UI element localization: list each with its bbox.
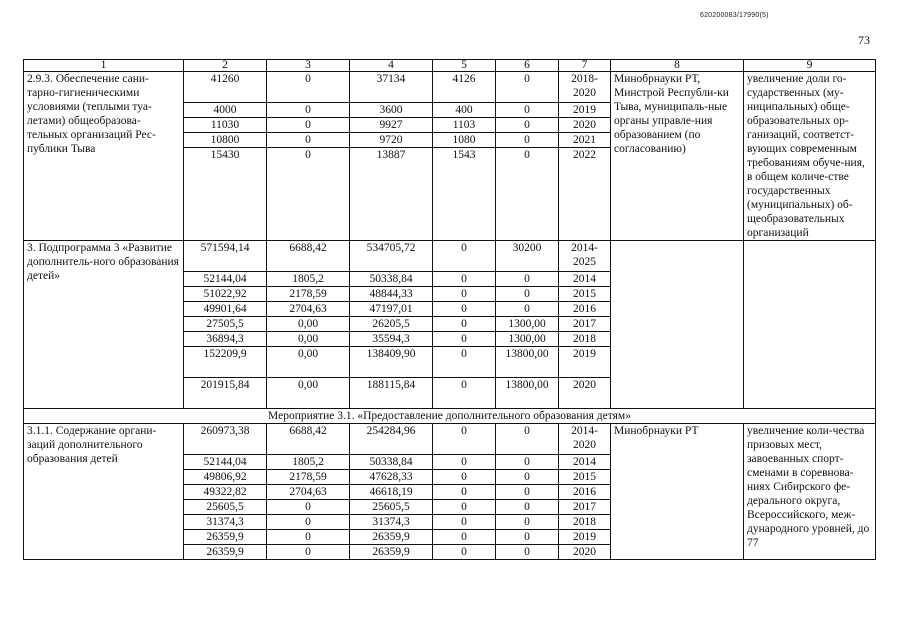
table-cell: 2014 [559, 455, 611, 470]
table-cell: 4126 [433, 72, 496, 103]
table-cell: 49806,92 [184, 470, 267, 485]
table-cell: 13887 [350, 148, 433, 241]
table-cell: 25605,5 [184, 500, 267, 515]
table-cell: 35594,3 [350, 332, 433, 347]
table-cell: 0 [433, 272, 496, 287]
table-cell: 1080 [433, 133, 496, 148]
table-cell: 15430 [184, 148, 267, 241]
table-cell: 2020 [559, 378, 611, 409]
table-cell: 2021 [559, 133, 611, 148]
table-cell: 52144,04 [184, 455, 267, 470]
table-cell: 47628,33 [350, 470, 433, 485]
table-cell: 0 [496, 545, 559, 560]
table-cell: 0 [496, 424, 559, 455]
table-cell: 2019 [559, 103, 611, 118]
executor-cell: Минобрнауки РТ [611, 424, 744, 560]
table-cell: 2015 [559, 470, 611, 485]
executor-cell [611, 241, 744, 409]
table-cell: 10800 [184, 133, 267, 148]
table-cell: 0 [267, 530, 350, 545]
table-cell: 13800,00 [496, 378, 559, 409]
table-cell: 37134 [350, 72, 433, 103]
table-cell: 0 [496, 470, 559, 485]
table-row [24, 424, 876, 455]
table-cell: 2019 [559, 530, 611, 545]
table-cell: 0 [496, 485, 559, 500]
table-cell: 2178,59 [267, 470, 350, 485]
table-cell: 26359,9 [350, 530, 433, 545]
table-cell: 13800,00 [496, 347, 559, 378]
table-cell: 188115,84 [350, 378, 433, 409]
table-cell: 6688,42 [267, 241, 350, 272]
table-row [24, 72, 876, 103]
header-row [24, 60, 876, 72]
table-cell: 2014 [559, 272, 611, 287]
table-row [24, 241, 876, 272]
table-cell: 0 [433, 332, 496, 347]
table-cell: 31374,3 [350, 515, 433, 530]
item-name: 3.1.1. Содержание органи-заций дополнительного образования детей [24, 424, 184, 560]
table-cell: 0 [433, 515, 496, 530]
table-cell: 0 [496, 455, 559, 470]
table-cell: 2016 [559, 485, 611, 500]
column-header: 1 [24, 60, 184, 72]
table-cell: 0 [433, 500, 496, 515]
table-cell: 0 [496, 103, 559, 118]
table-cell: 2178,59 [267, 287, 350, 302]
table-cell: 2018 [559, 332, 611, 347]
table-cell: 0 [496, 272, 559, 287]
table-cell: 2017 [559, 317, 611, 332]
item-name: 2.9.3. Обеспечение сани-тарно-гигиеническими условиями (теплыми туа-летами) общеобразова-тельных организаций Рес-публики Тыва [24, 72, 184, 241]
table-cell: 50338,84 [350, 455, 433, 470]
table-cell: 0 [267, 545, 350, 560]
column-header: 8 [611, 60, 744, 72]
item-name: 3. Подпрограмма 3 «Развитие дополнитель-ного образования детей» [24, 241, 184, 409]
table-cell: 49901,64 [184, 302, 267, 317]
table-cell: 400 [433, 103, 496, 118]
table-cell: 1300,00 [496, 332, 559, 347]
table-cell: 27505,5 [184, 317, 267, 332]
table-cell: 0 [433, 241, 496, 272]
column-header: 4 [350, 60, 433, 72]
table-cell: 2020 [559, 118, 611, 133]
table-cell: 0,00 [267, 332, 350, 347]
table-cell: 25605,5 [350, 500, 433, 515]
result-cell: увеличение коли-чества призовых мест, завоеванных спорт-сменами в соревнова-ниях Сибирского фе-дерального округа, Всероссийского, меж-дународного уровней, до 77 [744, 424, 876, 560]
table-cell: 0 [496, 515, 559, 530]
table-cell: 6688,42 [267, 424, 350, 455]
executor-cell: Минобрнауки РТ, Минстрой Республи-ки Тыва, муниципаль-ные органы управле-ния образованием (по согласованию) [611, 72, 744, 241]
table-cell: 26359,9 [184, 530, 267, 545]
table-cell: 11030 [184, 118, 267, 133]
table-cell: 138409,90 [350, 347, 433, 378]
table-cell: 0 [496, 530, 559, 545]
table-cell: 2018-2020 [559, 72, 611, 103]
table-cell: 1805,2 [267, 272, 350, 287]
table-cell: 0 [433, 424, 496, 455]
table-cell: 0 [267, 133, 350, 148]
table-cell: 36894,3 [184, 332, 267, 347]
table-cell: 2022 [559, 148, 611, 241]
table-cell: 0 [496, 287, 559, 302]
table-cell: 0 [496, 72, 559, 103]
table-cell: 31374,3 [184, 515, 267, 530]
table-cell: 0 [267, 118, 350, 133]
table-cell: 0 [496, 133, 559, 148]
table-cell: 0 [433, 347, 496, 378]
table-cell: 2016 [559, 302, 611, 317]
table-cell: 201915,84 [184, 378, 267, 409]
table-cell: 1103 [433, 118, 496, 133]
document-id: 620200083/17990(5) [700, 12, 769, 19]
table-cell: 51022,92 [184, 287, 267, 302]
table-cell: 0 [433, 317, 496, 332]
table-cell: 260973,38 [184, 424, 267, 455]
table-cell: 1543 [433, 148, 496, 241]
table-cell: 1300,00 [496, 317, 559, 332]
page-number: 73 [858, 33, 870, 47]
table-cell: 52144,04 [184, 272, 267, 287]
table-cell: 571594,14 [184, 241, 267, 272]
table-cell: 50338,84 [350, 272, 433, 287]
table-cell: 2018 [559, 515, 611, 530]
table-cell: 0 [267, 500, 350, 515]
table-cell: 2704,63 [267, 302, 350, 317]
table-cell: 26205,5 [350, 317, 433, 332]
table-cell: 0 [433, 485, 496, 500]
table-cell: 9927 [350, 118, 433, 133]
column-header: 5 [433, 60, 496, 72]
table-cell: 2014-2025 [559, 241, 611, 272]
column-header: 2 [184, 60, 267, 72]
column-header: 6 [496, 60, 559, 72]
table-cell: 1805,2 [267, 455, 350, 470]
table-cell: 0 [496, 500, 559, 515]
table-cell: 254284,96 [350, 424, 433, 455]
table-cell: 0,00 [267, 378, 350, 409]
table-cell: 46618,19 [350, 485, 433, 500]
table-cell: 0 [433, 455, 496, 470]
table-cell: 0,00 [267, 347, 350, 378]
table-cell: 26359,9 [350, 545, 433, 560]
table-cell: 48844,33 [350, 287, 433, 302]
event-row [24, 409, 876, 424]
table-cell: 0,00 [267, 317, 350, 332]
table-cell: 0 [433, 470, 496, 485]
column-header: 3 [267, 60, 350, 72]
result-cell [744, 241, 876, 409]
table-cell: 47197,01 [350, 302, 433, 317]
table-cell: 0 [267, 103, 350, 118]
table-cell: 49322,82 [184, 485, 267, 500]
table-cell: 2014-2020 [559, 424, 611, 455]
table-cell: 0 [496, 302, 559, 317]
table-cell: 0 [433, 378, 496, 409]
table-cell: 0 [267, 72, 350, 103]
table-cell: 3600 [350, 103, 433, 118]
table-cell: 0 [433, 287, 496, 302]
table-cell: 0 [433, 545, 496, 560]
table-cell: 2019 [559, 347, 611, 378]
table-cell: 152209,9 [184, 347, 267, 378]
table-cell: 0 [433, 302, 496, 317]
table-cell: 2015 [559, 287, 611, 302]
table-cell: 41260 [184, 72, 267, 103]
event-title: Мероприятие 3.1. «Предоставление дополнительного образования детям» [24, 409, 876, 424]
table-cell: 534705,72 [350, 241, 433, 272]
program-table [23, 59, 876, 560]
table-cell: 0 [267, 515, 350, 530]
table-cell: 2704,63 [267, 485, 350, 500]
table-cell: 0 [496, 118, 559, 133]
result-cell: увеличение доли го-сударственных (му-ниципальных) обще-образовательных ор-ганизаций, соответст-вующих современным требованиям обуче-ния, в общем количе-стве государственных (муниципальных) об-щеобразовательных организаций [744, 72, 876, 241]
column-header: 7 [559, 60, 611, 72]
table-cell: 30200 [496, 241, 559, 272]
table-cell: 2020 [559, 545, 611, 560]
table-cell: 0 [267, 148, 350, 241]
table-cell: 9720 [350, 133, 433, 148]
table-cell: 2017 [559, 500, 611, 515]
column-header: 9 [744, 60, 876, 72]
table-cell: 4000 [184, 103, 267, 118]
table-cell: 26359,9 [184, 545, 267, 560]
table-cell: 0 [496, 148, 559, 241]
table-cell: 0 [433, 530, 496, 545]
